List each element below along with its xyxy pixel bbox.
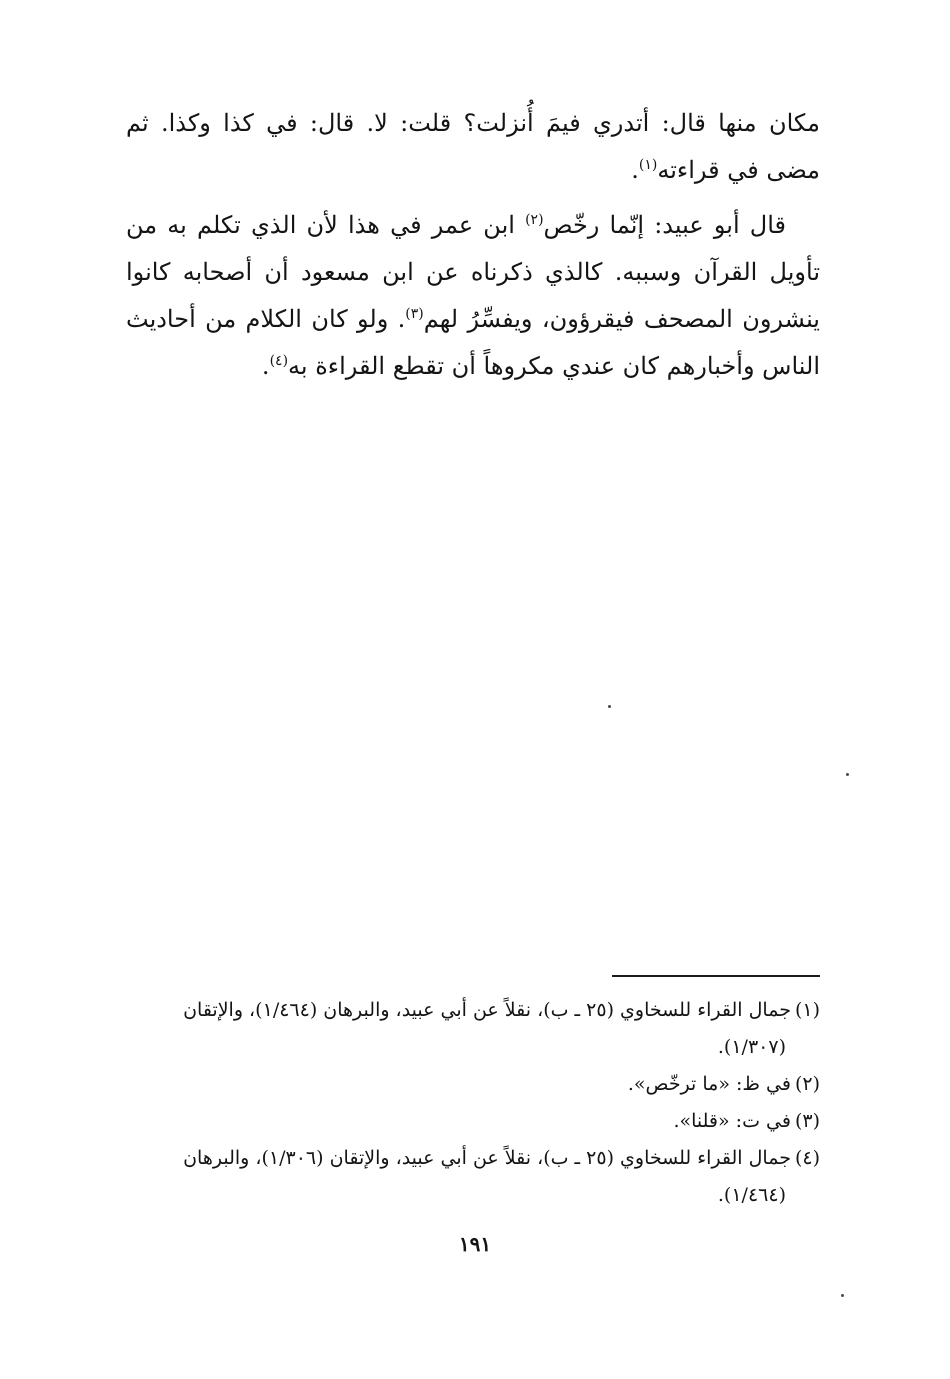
footnote-3 — [126, 1103, 820, 1140]
scan-speck — [608, 705, 611, 708]
footnotes — [126, 992, 820, 1214]
footnote-ref-2[interactable]: (٢) — [525, 212, 544, 228]
footnote-4-text: جمال القراء للسخاوي (٢٥ ـ ب)، نقلاً عن أبي عبيد، والإتقان (١/٣٠٦)، والبرهان — [183, 1147, 791, 1169]
main-text — [126, 100, 820, 390]
footnote-4 — [126, 1140, 820, 1177]
footnote-1-text: جمال القراء للسخاوي (٢٥ ـ ب)، نقلاً عن أبي عبيد، والبرهان (١/٤٦٤)، والإتقان — [183, 999, 791, 1021]
footnote-divider — [612, 975, 820, 977]
footnote-2-text: في ظ: «ما ترخّص». — [627, 1073, 791, 1095]
footnote-2 — [126, 1066, 820, 1103]
scan-speck — [841, 1294, 844, 1297]
paragraph-1 — [126, 100, 820, 194]
paragraph-1-text-b: . — [631, 156, 639, 184]
footnote-ref-3[interactable]: (٣) — [405, 306, 424, 322]
footnote-4-number: (٤) — [794, 1147, 820, 1169]
footnote-3-number: (٣) — [794, 1110, 820, 1132]
paragraph-2-text-d: . — [261, 352, 270, 380]
footnote-2-number: (٢) — [794, 1073, 820, 1095]
paragraph-2-text-c: . ولو كان الكلام من أحاديث الناس وأخبارهم كان عندي مكروهاً أن تقطع القراءة به — [126, 305, 820, 380]
paragraph-2-text-a: قال أبو عبيد: إنّما رخّص — [543, 211, 786, 239]
footnote-3-text: في ت: «قلنا». — [673, 1110, 791, 1132]
footnote-1-number: (١) — [794, 999, 820, 1021]
footnote-ref-4[interactable]: (٤) — [269, 353, 289, 369]
page-number: ١٩١ — [458, 1232, 492, 1256]
paragraph-2-text-b: ابن عمر في هذا لأن الذي تكلم به من تأويل القرآن وسببه. كالذي ذكرناه عن ابن مسعود أن أصحابه كانوا ينشرون المصحف فيقرؤون، ويفسِّرُ لهم — [126, 211, 820, 333]
paragraph-2 — [126, 202, 820, 390]
footnote-1-continuation: (١/٣٠٧). — [717, 1036, 786, 1058]
scan-speck — [846, 773, 849, 776]
footnote-4-continuation: (١/٤٦٤). — [717, 1184, 786, 1206]
paragraph-1-text-a: مكان منها قال: أتدري فيمَ أُنزلت؟ قلت: لا. قال: في كذا وكذا. ثم مضى في قراءته — [126, 109, 820, 184]
footnote-1 — [126, 992, 820, 1029]
footnote-ref-1[interactable]: (١) — [638, 157, 658, 173]
